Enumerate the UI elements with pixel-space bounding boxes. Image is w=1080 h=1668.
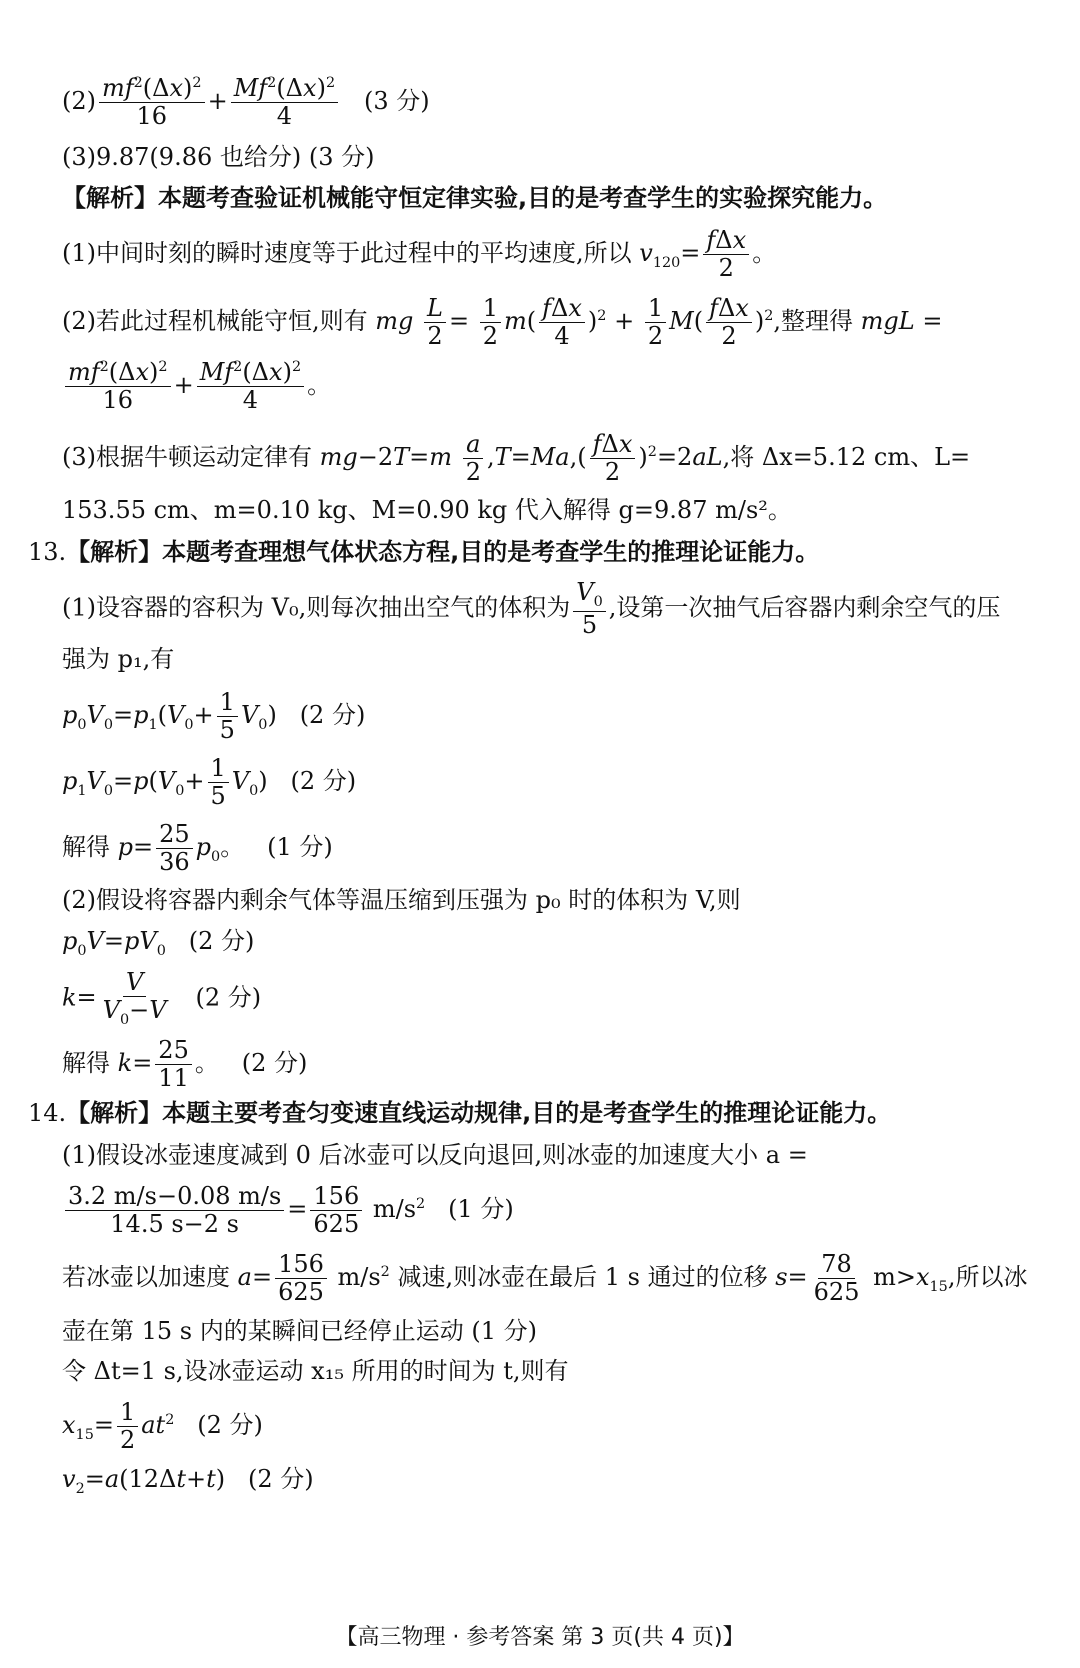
text: ,所以冰 (947, 1263, 1028, 1292)
q14-p3: 壶在第 15 s 内的某瞬间已经停止运动 (1 分) (62, 1317, 537, 1345)
q13-eq1: $p_0V_0=p_1(V_0+$ $\frac{1}{5}$ $V_0$) (2 分) (62, 688, 366, 745)
q14-p2: 若冰壶以加速度 a= $\frac{156}{625}$ $m/s^2$ 减速,则冰壶在最后 1 s 通过的位移 s= $\frac{78}{625}$ $m>x_{15}$,所以冰 (62, 1250, 1028, 1307)
analysis-tag: 【解析】 (66, 1099, 163, 1127)
part12-analysis (62, 183, 887, 213)
analysis-tag: 【解析】 (66, 538, 163, 566)
fraction: $\frac{1}{2}$ (117, 1400, 138, 1453)
text: (1)中间时刻的瞬时速度等于此过程中的平均速度,所以 (62, 239, 632, 268)
fraction: $\frac{1}{5}$ (208, 756, 229, 809)
q14-eq1: $\frac{3.2 m/s-0.08 m/s}{14.5 s-2 s}$ = $\frac{156}{625}$ $m/s^2$ (1 分) (62, 1184, 514, 1237)
fraction: $\frac{25}{36}$ (156, 822, 193, 875)
q13-p1-cont: 强为 p₁,有 (62, 645, 175, 673)
fraction: $\frac{\text{fΔx}}{2}$ (706, 296, 752, 349)
fraction: $\frac{156}{625}$ (275, 1252, 327, 1305)
text: 若冰壶以加速度 (62, 1263, 230, 1292)
q14-eq3: $v_2=a(12\Delta t+t)$ (2 分) (62, 1465, 314, 1497)
fraction: $\frac{L}{2}$ (424, 296, 446, 349)
fraction: $\frac{1}{2}$ (480, 296, 501, 349)
text: (2)若此过程机械能守恒,则有 (62, 307, 368, 336)
fraction: $\frac{Mf^2(\Delta x)^2}{4}$ (197, 360, 304, 413)
q13-p2: (2)假设将容器内剩余气体等温压缩到压强为 p₀ 时的体积为 V,则 (62, 886, 741, 914)
fraction: $\frac{25}{11}$ (155, 1038, 192, 1091)
q14-heading (28, 1098, 891, 1128)
label: (2) (62, 87, 96, 116)
score: (2 分) (248, 1465, 314, 1493)
part12-p2: (2)若此过程机械能守恒,则有 mg $\frac{L}{2}$ = $\frac{1}{2}$ m( $\frac{\text{fΔx}}{4}$ )$^2$ + $\frac{1}{2}$ M( $\frac{\text{fΔx}}{2}$ )$^2$,整理得 mgL = (62, 294, 943, 351)
score: (1 分) (448, 1195, 514, 1224)
fraction: $\frac{1}{5}$ (217, 690, 238, 743)
analysis-text: 本题考查理想气体状态方程,目的是考查学生的推理论证能力。 (162, 538, 820, 566)
score: (2 分) (197, 1411, 263, 1440)
analysis-tag: 【解析】 (62, 184, 158, 212)
q13-heading (28, 537, 819, 567)
part12-p3: (3)根据牛顿运动定律有 mg−2T=m $\frac{a}{2}$ ,T=Ma,( $\frac{\text{fΔx}}{2}$ )$^2$=2aL,将 Δx=5.12 cm、L= (62, 430, 971, 487)
score: (2 分) (195, 983, 262, 1012)
text: 减速,则冰壶在最后 1 s 通过的位移 (397, 1263, 768, 1292)
q13-eq3: $p_0V=pV_0$ (2 分) (62, 927, 255, 959)
q14-eq2: $x_{15}=$ $\frac{1}{2}$ $at^2$ (2 分) (62, 1398, 263, 1455)
fraction: $\frac{mf^2(\Delta x)^2}{16}$ (65, 360, 171, 413)
text: (3)根据牛顿运动定律有 (62, 443, 312, 472)
text: ,整理得 (773, 307, 854, 336)
part12-line3: (3)9.87(9.86 也给分) (3 分) (62, 143, 375, 171)
fraction: $\frac{a}{2}$ (463, 432, 484, 485)
q13-p1 (62, 580, 1000, 638)
analysis-text: 本题考查验证机械能守恒定律实验,目的是考查学生的实验探究能力。 (158, 184, 888, 212)
fraction: $\frac{\text{fΔx}}{2}$ (590, 432, 636, 485)
part12-line2: (2) $\frac{mf^2(\Delta x)^2}{16}$ + $\frac{Mf^2(\Delta x)^2}{4}$ (3 分) (62, 74, 430, 131)
part12-p3-cont: 153.55 cm、m=0.10 kg、M=0.90 kg 代入解得 g=9.87 m/s²。 (62, 496, 792, 524)
q13-eq2: $p_1V_0=p(V_0+$ $\frac{1}{5}$ $V_0$) (2 分) (62, 754, 357, 811)
analysis-text: 本题主要考查匀变速直线运动规律,目的是考查学生的推理论证能力。 (162, 1099, 892, 1127)
page-footer: 【高三物理 · 参考答案 第 3 页(共 4 页)】 (335, 1625, 745, 1650)
q13-result1: 解得 p= $\frac{25}{36}$ $p_0$。 (1 分) (62, 820, 333, 877)
fraction: $\frac{\text{fΔx}}{4}$ (539, 296, 585, 349)
q13-eq4: k= $\frac{V}{V_0-V}$ (2 分) (62, 968, 262, 1028)
score: (2 分) (241, 1049, 308, 1078)
score: (2 分) (188, 927, 255, 955)
score: (1 分) (267, 833, 333, 862)
score: (2 分) (299, 701, 366, 730)
text: ,将 Δx=5.12 cm、L= (722, 443, 971, 472)
fraction: $\frac{V}{V_0-V}$ (102, 968, 167, 1028)
question-number: 14. (28, 1099, 67, 1127)
fraction: $\frac{3.2 m/s-0.08 m/s}{14.5 s-2 s}$ (65, 1184, 284, 1237)
text: (1)设容器的容积为 V₀,则每次抽出空气的体积为 (62, 593, 571, 622)
q14-p4: 令 Δt=1 s,设冰壶运动 x₁₅ 所用的时间为 t,则有 (62, 1357, 569, 1385)
fraction: $\frac{mf^2(\Delta x)^2}{16}$ (99, 76, 205, 129)
part12-p2-cont: $\frac{mf^2(\Delta x)^2}{16}$ + $\frac{Mf^2(\Delta x)^2}{4}$ 。 (62, 360, 331, 413)
fraction: $\frac{V_0}{5}$ (573, 580, 606, 638)
text: 解得 (62, 833, 110, 862)
question-number: 13. (28, 538, 67, 566)
q14-p1: (1)假设冰壶速度减到 0 后冰壶可以反向退回,则冰壶的加速度大小 a = (62, 1141, 808, 1169)
text: ,设第一次抽气后容器内剩余空气的压 (608, 593, 1001, 622)
part12-p1: (1)中间时刻的瞬时速度等于此过程中的平均速度,所以 $v_{120}=$ $\frac{\text{fΔx}}{2}$ 。 (62, 226, 777, 283)
text: 解得 (62, 1049, 110, 1078)
fraction: $\frac{156}{625}$ (310, 1184, 362, 1237)
q13-result2: 解得 k= $\frac{25}{11}$ 。 (2 分) (62, 1036, 308, 1093)
fraction: $\frac{1}{2}$ (645, 296, 666, 349)
score: (2 分) (290, 767, 357, 796)
score: (3 分) (363, 87, 430, 116)
fraction: $\frac{\text{fΔx}}{2}$ (703, 228, 749, 281)
fraction: $\frac{78}{625}$ (813, 1250, 860, 1307)
fraction: $\frac{Mf^2(\Delta x)^2}{4}$ (231, 76, 338, 129)
